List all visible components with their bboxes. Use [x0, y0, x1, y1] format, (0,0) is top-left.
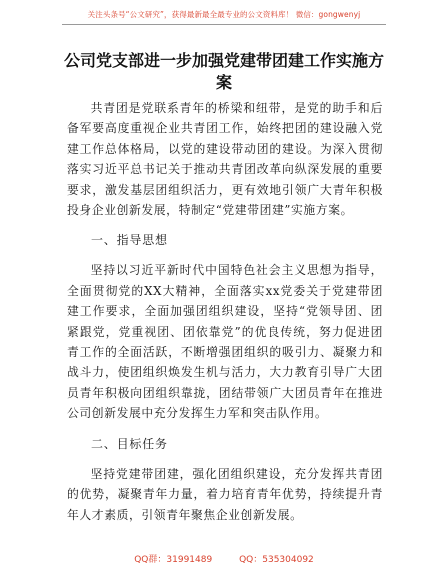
goals-tasks-paragraph: 坚持党建带团建，强化团组织建设，充分发挥共青团的优势，凝聚青年力量，着力培育青年优势，持续提升青年人才素质，引领青年聚焦企业创新发展。 [67, 466, 383, 522]
footer-qq-group: QQ群：31991489 [134, 555, 213, 565]
guiding-ideology-paragraph: 坚持以习近平新时代中国特色社会主义思想为指导，全面贯彻党的XX大精神，全面落实xx党委关于党建带团建工作要求，全面加强团组织建设，坚持“党领导团、团紧跟党，党重视团、团依靠党”的优良传统，努力促进团青工作的全面活跃，不断增强团组织的吸引力、凝聚力和战斗力，使团组织焕发生机与活力，大力教育引导广大团员青年积极向团组织靠拢，团结带领广大团员青年在推进公司创新发展中充分发挥生力军和突击队作用。 [67, 263, 383, 421]
title-line-2: 案 [215, 73, 232, 92]
section-heading-goals-tasks: 二、目标任务 [91, 436, 168, 451]
footer-qq: QQ：535304092 [239, 555, 314, 565]
header-notice: 关注头条号“公文研究”，获得最新最全最专业的公文资料库！ 微信：gongwenyj [87, 10, 361, 19]
title-line-1: 公司党支部进一步加强党建带团建工作实施方 [63, 51, 384, 70]
section-heading-guiding-ideology: 一、指导思想 [91, 233, 168, 248]
document-body [67, 98, 383, 525]
header-divider [62, 24, 386, 25]
footer-contact [0, 552, 448, 565]
document-title [60, 50, 388, 94]
intro-paragraph: 共青团是党联系青年的桥梁和纽带，是党的助手和后备军要高度重视企业共青团工作，始终把团的建设融入党建工作总体格局，以党的建设带动团的建设。为深入贯彻落实习近平总书记关于推动共青团改革向纵深发展的重要要求，激发基层团组织活力，更有效地引领广大青年积极投身企业创新发展，特制定“党建带团建”实施方案。 [67, 101, 383, 218]
